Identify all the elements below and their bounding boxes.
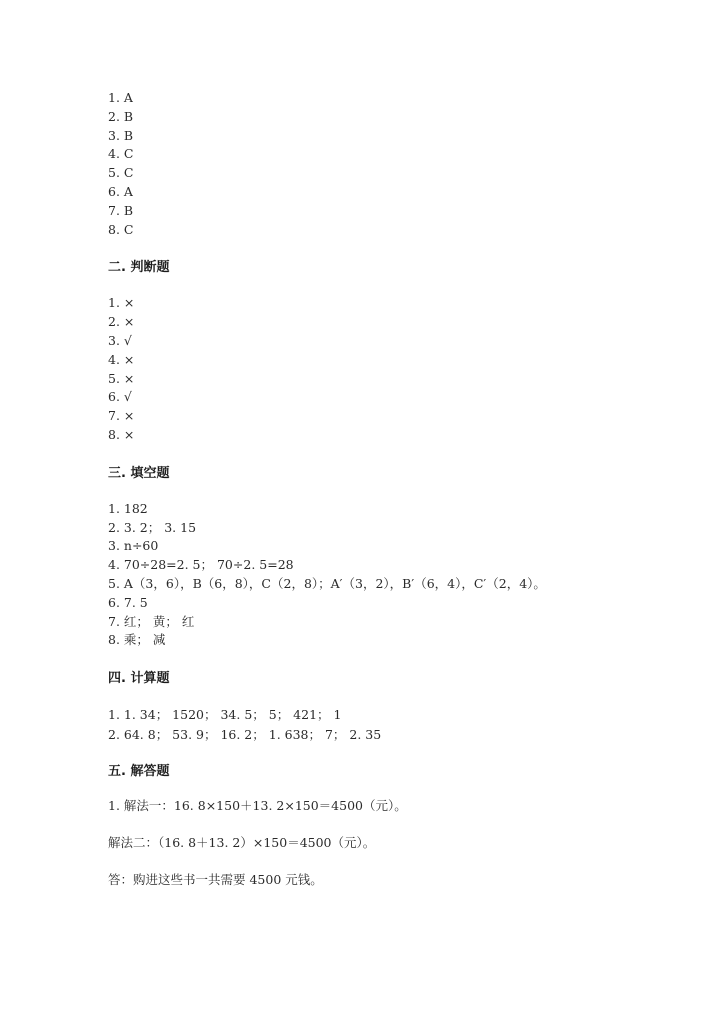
- fill-answer-7: 7. 红； 黄； 红: [108, 613, 195, 629]
- section3-heading: 三. 填空题: [108, 465, 170, 481]
- solution-answer: 答：购进这些书一共需要 4500 元钱。: [108, 872, 323, 888]
- judge-answer-8: 8. ×: [108, 426, 135, 442]
- section1-list: [108, 89, 608, 239]
- choice-answer-4: 4. C: [108, 146, 134, 162]
- judge-answer-4: 4. ×: [108, 351, 135, 367]
- fill-answer-3: 3. n÷60: [108, 538, 159, 554]
- section5-heading: 五. 解答题: [108, 764, 170, 780]
- solution-method-2: 解法二：（16. 8＋13. 2）×150＝4500（元）。: [108, 835, 376, 851]
- judge-answer-3: 3. √: [108, 332, 132, 348]
- calc-answer-1: 1. 1. 34； 1520； 34. 5； 5； 421； 1: [108, 707, 342, 723]
- solution-method-1: 1. 解法一：16. 8×150＋13. 2×150＝4500（元）。: [108, 798, 407, 814]
- judge-answer-5: 5. ×: [108, 370, 135, 386]
- answer-key-page: [108, 89, 608, 889]
- section2-heading: 二. 判断题: [108, 260, 170, 276]
- section2-list: [108, 294, 608, 444]
- judge-answer-1: 1. ×: [108, 295, 135, 311]
- judge-answer-6: 6. √: [108, 389, 132, 405]
- choice-answer-3: 3. B: [108, 127, 134, 143]
- fill-answer-8: 8. 乘； 减: [108, 632, 166, 648]
- choice-answer-5: 5. C: [108, 165, 134, 181]
- judge-answer-2: 2. ×: [108, 314, 135, 330]
- section4-heading: 四. 计算题: [108, 671, 170, 687]
- judge-answer-7: 7. ×: [108, 408, 135, 424]
- fill-answer-4: 4. 70÷28=2. 5； 70÷2. 5=28: [108, 557, 294, 573]
- section4-list: [108, 705, 608, 745]
- choice-answer-2: 2. B: [108, 108, 134, 124]
- section3-list: [108, 500, 608, 650]
- fill-answer-1: 1. 182: [108, 500, 148, 516]
- choice-answer-1: 1. A: [108, 90, 133, 105]
- choice-answer-7: 7. B: [108, 202, 134, 218]
- fill-answer-5: 5. A（3，6），B（6，8），C（2，8）；A′（3，2），B′（6，4），C′（2，4）。: [108, 575, 546, 591]
- calc-answer-2: 2. 64. 8； 53. 9； 16. 2； 1. 638； 7； 2. 35: [108, 727, 382, 743]
- choice-answer-8: 8. C: [108, 221, 134, 237]
- fill-answer-2: 2. 3. 2； 3. 15: [108, 519, 197, 535]
- choice-answer-6: 6. A: [108, 183, 133, 199]
- fill-answer-6: 6. 7. 5: [108, 594, 148, 610]
